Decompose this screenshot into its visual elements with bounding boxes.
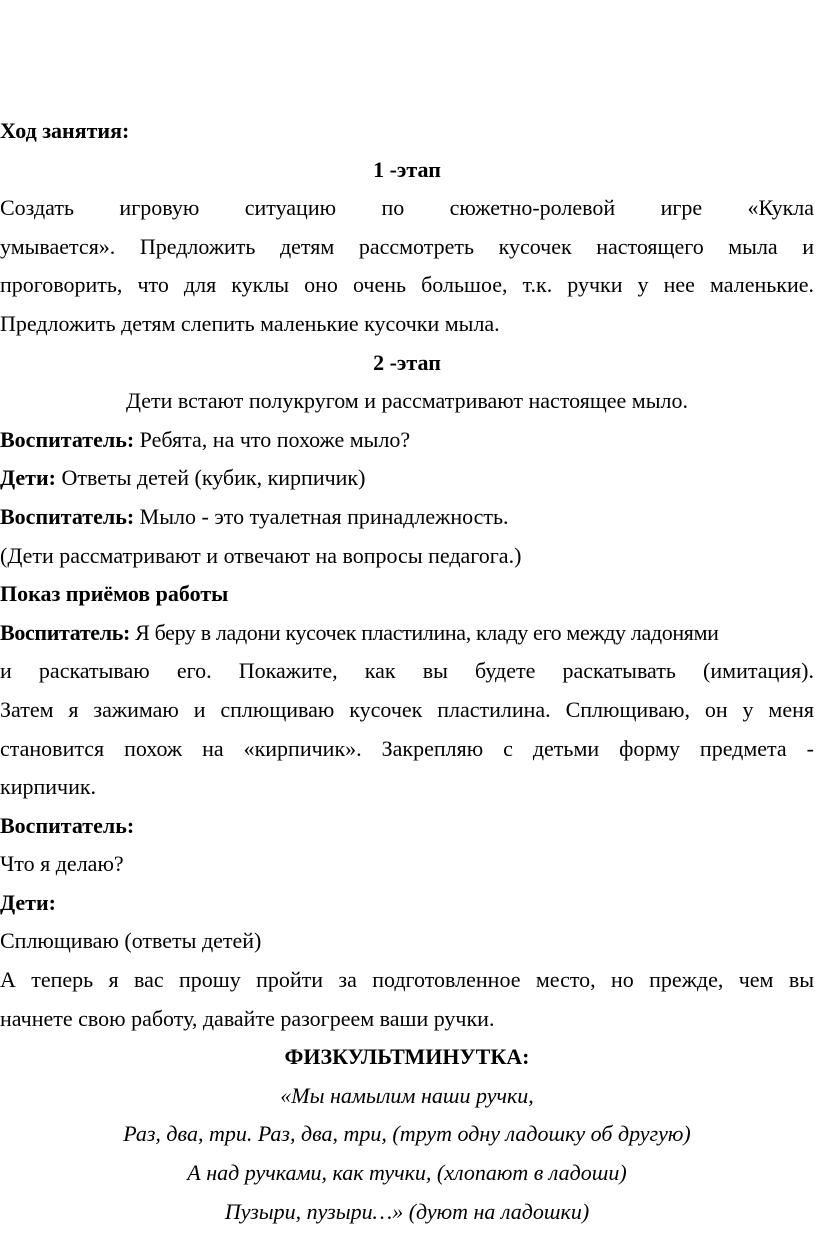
closing-line-2: начнете свою работу, давайте разогреем ваши ручки. xyxy=(0,1005,495,1031)
verse-line-1: «Мы намылим наши ручки, xyxy=(280,1082,534,1108)
verse-line-3: А над ручками, как тучки, (хлопают в ладоши) xyxy=(187,1160,627,1186)
demo-line-3: Затем я зажимаю и сплющиваю кусочек пластилина. Сплющиваю, он у меня xyxy=(0,696,814,722)
speaker-teacher-label: Воспитатель: xyxy=(0,812,135,838)
dialog-text: Мыло - это туалетная принадлежность. xyxy=(134,503,509,529)
dialog-line-1 xyxy=(0,421,814,460)
verse-line-2: Раз, два, три. Раз, два, три, (трут одну ладошку об другую) xyxy=(123,1121,691,1147)
document-page xyxy=(0,112,814,1231)
stage1-title: 1 -этап xyxy=(373,156,441,182)
speaker-children-label: Дети: xyxy=(0,889,56,915)
closing-line-1: А теперь я вас прошу пройти за подготовленное место, но прежде, чем вы xyxy=(0,967,814,993)
children-answer: Сплющиваю (ответы детей) xyxy=(0,928,262,954)
dialog-text: Ребята, на что похоже мыло? xyxy=(134,426,411,452)
stage1-line-1: Создать игровую ситуацию по сюжетно-ролевой игре «Кукла xyxy=(0,195,814,221)
demo-line-1 xyxy=(0,614,814,653)
dialog-text: Ответы детей (кубик, кирпичик) xyxy=(55,465,366,491)
exercise-title: ФИЗКУЛЬТМИНУТКА: xyxy=(284,1044,530,1070)
speaker-teacher: Воспитатель: xyxy=(0,426,135,452)
demo-line-5: кирпичик. xyxy=(0,774,97,800)
dialog-line-2 xyxy=(0,459,814,498)
stage1-line-2: умывается». Предложить детям рассмотреть кусочек настоящего мыла и xyxy=(0,233,814,259)
stage2-intro: Дети встают полукругом и рассматривают настоящее мыло. xyxy=(126,388,688,414)
stage1-line-3: проговорить, что для куклы оно очень большое, т.к. ручки у нее маленькие. xyxy=(0,272,814,298)
demo-title: Показ приёмов работы xyxy=(0,581,229,607)
demo-line-4: становится похож на «кирпичик». Закрепляю с детьми форму предмета - xyxy=(0,735,814,761)
demo-text: Я беру в ладони кусочек пластилина, кладу его между ладонями xyxy=(129,619,719,645)
dialog-line-3 xyxy=(0,498,814,537)
stage2-note: (Дети рассматривают и отвечают на вопросы педагога.) xyxy=(0,542,522,568)
verse-line-4: Пузыри, пузыри…» (дуют на ладошки) xyxy=(224,1198,590,1224)
lesson-heading: Ход занятия: xyxy=(0,118,130,143)
demo-line-2: и раскатываю его. Покажите, как вы будете раскатывать (имитация). xyxy=(0,658,814,684)
speaker-teacher: Воспитатель: xyxy=(0,619,130,645)
stage1-line-4: Предложить детям слепить маленькие кусочки мыла. xyxy=(0,310,500,336)
speaker-teacher: Воспитатель: xyxy=(0,503,135,529)
teacher-question: Что я делаю? xyxy=(0,851,124,877)
speaker-children: Дети: xyxy=(0,465,56,491)
stage2-title: 2 -этап xyxy=(373,349,441,375)
